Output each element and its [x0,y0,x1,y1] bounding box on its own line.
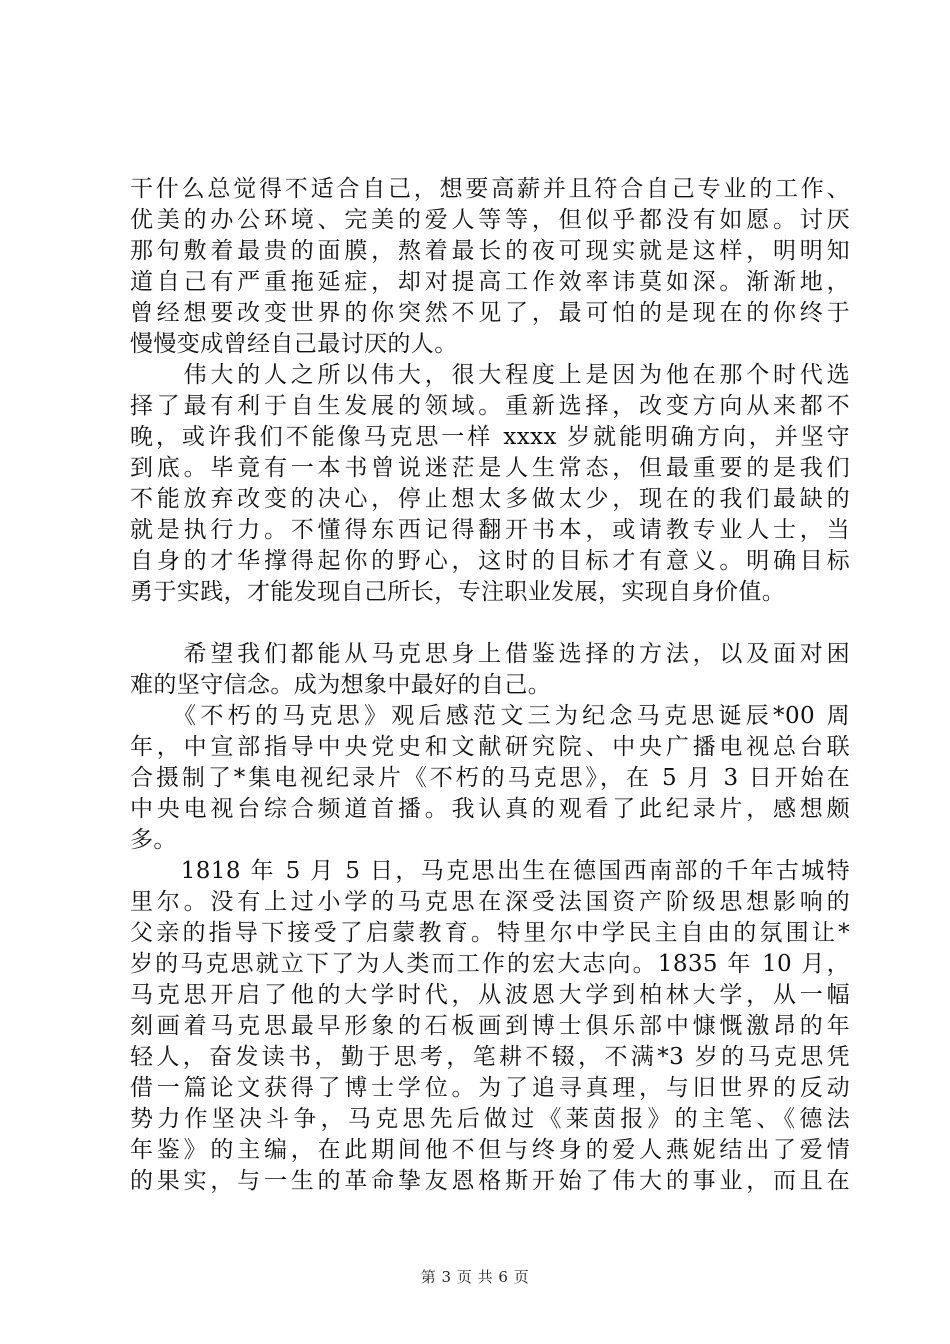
text-line: 曾经想要改变世界的你突然不见了，最可怕的是现在的你终于 [130,300,850,326]
text-line: 轻人，奋发读书，勤于思考，笔耕不辍，不满*3 岁的马克思凭 [130,1044,850,1070]
text-line: 干什么总觉得不适合自己，想要高薪并且符合自己专业的工作、 [130,176,850,202]
text-line: 年，中宣部指导中央党史和文献研究院、中央广播电视总台联 [130,734,850,760]
text-line: 刻画着马克思最早形象的石板画到博士俱乐部中慷慨激昂的年 [130,1013,850,1039]
text-line: 多。 [130,827,177,853]
text-line: 岁的马克思就立下了为人类而工作的宏大志向。1835 年 10 月， [130,951,850,977]
text-line: 道自己有严重拖延症，却对提高工作效率讳莫如深。渐渐地， [130,269,850,295]
paragraph [130,639,850,701]
paragraph [130,856,850,1197]
text-line: 《不朽的马克思》观后感范文三为纪念马克思诞辰*00 周 [130,703,850,729]
text-line: 难的坚守信念。成为想象中最好的自己。 [130,672,552,698]
text-line: 中央电视台综合频道首播。我认真的观看了此纪录片，感想颇 [130,796,850,822]
text-line: 伟大的人之所以伟大，很大程度上是因为他在那个时代选 [130,362,850,388]
text-line: 借一篇论文获得了博士学位。为了追寻真理，与旧世界的反动 [130,1075,850,1101]
paragraph [130,360,850,608]
text-line: 年鉴》的主编，在此期间他不但与终身的爱人燕妮结出了爱情 [130,1137,850,1163]
text-line: 势力作坚决斗争，马克思先后做过《莱茵报》的主笔、《德法 [130,1106,850,1132]
text-line: 的果实，与一生的革命挚友恩格斯开始了伟大的事业，而且在 [130,1168,850,1194]
paragraph [130,174,850,360]
text-line: 优美的办公环境、完美的爱人等等，但似乎都没有如愿。讨厌 [130,207,850,233]
text-line: 慢慢变成曾经自己最讨厌的人。 [130,331,458,357]
text-line: 到底。毕竟有一本书曾说迷茫是人生常态，但最重要的是我们 [130,455,850,481]
document-body [130,174,850,1197]
text-line: 那句敷着最贵的面膜，熬着最长的夜可现实就是这样，明明知 [130,238,850,264]
text-line: 父亲的指导下接受了启蒙教育。特里尔中学民主自由的氛围让* [130,920,850,946]
text-line: 1818 年 5 月 5 日，马克思出生在德国西南部的千年古城特 [130,858,850,884]
text-line: 择了最有利于自生发展的领域。重新选择，改变方向从来都不 [130,393,850,419]
paragraph-spacer [130,608,850,639]
text-line: 合摄制了*集电视纪录片《不朽的马克思》，在 5 月 3 日开始在 [130,765,850,791]
text-line: 自身的才华撑得起你的野心，这时的目标才有意义。明确目标 [130,548,850,574]
text-line: 勇于实践，才能发现自己所长，专注职业发展，实现自身价值。 [130,579,786,605]
text-line: 里尔。没有上过小学的马克思在深受法国资产阶级思想影响的 [130,889,850,915]
paragraph [130,701,850,856]
text-line: 就是执行力。不懂得东西记得翻开书本，或请教专业人士，当 [130,517,850,543]
text-line: 晚，或许我们不能像马克思一样 xxxx 岁就能明确方向，并坚守 [130,424,850,450]
page-footer: 第 3 页 共 6 页 [420,1268,530,1286]
text-line: 不能放弃改变的决心，停止想太多做太少，现在的我们最缺的 [130,486,850,512]
text-line: 马克思开启了他的大学时代，从波恩大学到柏林大学，从一幅 [130,982,850,1008]
text-line: 希望我们都能从马克思身上借鉴选择的方法，以及面对困 [130,641,850,667]
